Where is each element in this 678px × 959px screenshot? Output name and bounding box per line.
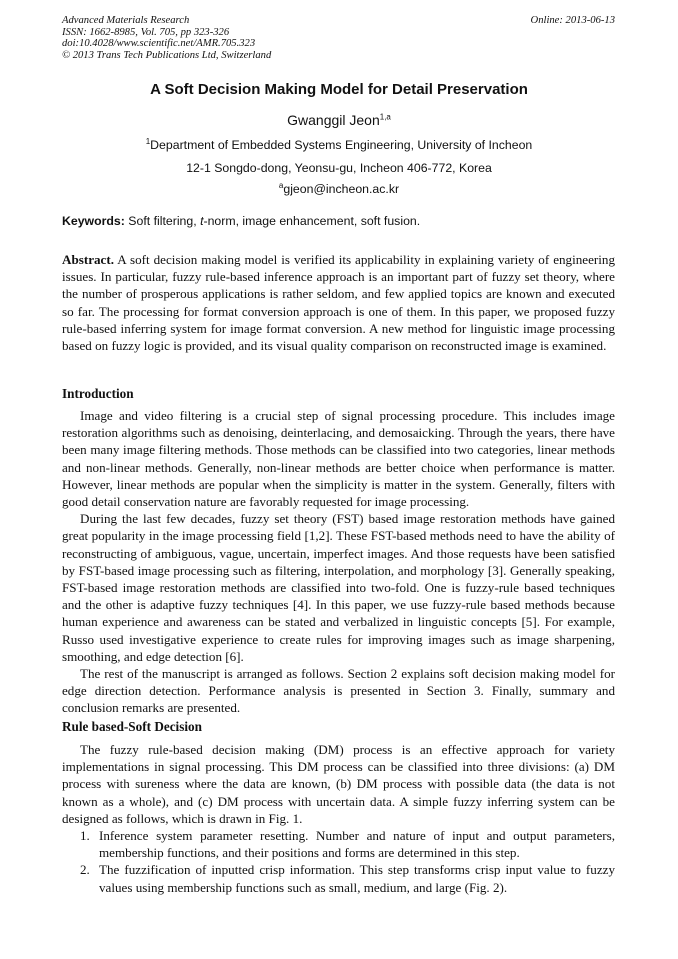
email-text: gjeon@incheon.ac.kr [283,182,400,196]
affiliation-address: 12-1 Songdo-dong, Yeonsu-gu, Incheon 406-772, Korea [186,161,492,175]
list-item [62,827,615,861]
paper-title: A Soft Decision Making Model for Detail Preservation [150,81,528,98]
journal-header [62,15,615,61]
copyright-line: © 2013 Trans Tech Publications Ltd, Switzerland [62,49,272,61]
intro-paragraph-1: Image and video filtering is a crucial step of signal processing procedure. This includes image restoration algorithms such as denoising, deinterlacing, and demosaicking. Through the years, there have been many image filtering methods. Those methods can be classified into two categories, linear methods and non-linear methods. Generally, non-linear methods are better choice when performance is matter. However, linear methods are popular when the simplicity is matter in the system. Generally, filters with good detail conservation nature are favorably requested for image processing. [62,408,615,510]
author-superscript: 1,a [379,112,391,122]
journal-name: Advanced Materials Research [62,15,190,26]
affiliation-department [0,138,678,152]
keywords-part1: Soft filtering, [124,214,201,228]
issn-line: ISSN: 1662-8985, Vol. 705, pp 323-326 [62,26,230,38]
author-line [0,112,678,128]
list-text: The fuzzification of inputted crisp information. This step transforms crisp input value to fuzzy values using membership functions such as small, medium, and large (Fig. 2). [99,862,615,895]
affiliation-email [0,182,678,196]
list-text: Inference system parameter resetting. Number and nature of input and output parameters, membership functions, and their positions and forms are determined in this step. [99,828,615,861]
rule-section-heading: Rule based-Soft Decision [62,719,202,734]
intro-paragraph-3: The rest of the manuscript is arranged as follows. Section 2 explains soft decision making model for edge direction detection. Performance analysis is presented in Section 3. Finally, summary and conclusion remarks are presented. [62,666,615,716]
abstract-label: Abstract. [62,252,114,267]
department-text: Department of Embedded Systems Engineering, University of Incheon [150,138,533,152]
abstract-text: A soft decision making model is verified its applicability in explaining variety of engineering issues. In particular, fuzzy rule-based inference approach is an important part of fuzzy set theory, where the number of prosperous applications is rather seldom, and few applied topics are known and executed so far. The processing for format conversion approach is one of them. In this paper, we proposed fuzzy rule-based inferring system for image format conversion. A new method for linguistic image processing based on fuzzy logic is provided, and its visual quality comparison on reconstructed image is examined. [62,252,615,354]
author-name: Gwanggil Jeon [287,112,380,128]
online-date: Online: 2013-06-13 [530,15,615,26]
introduction-heading: Introduction [62,386,134,401]
keywords-t: t [200,214,204,228]
list-number: 2. [80,862,90,878]
introduction-body [62,407,615,717]
steps-list [62,827,615,896]
rule-section-body [62,741,615,896]
email-superscript: a [278,180,284,190]
list-number: 1. [80,828,90,844]
list-item [62,861,615,895]
keywords-line [62,214,615,228]
affiliation-superscript: 1 [145,136,151,146]
keywords-part2: -norm, image enhancement, soft fusion. [203,214,421,228]
keywords-label: Keywords: [62,214,125,228]
doi-line: doi:10.4028/www.scientific.net/AMR.705.323 [62,38,256,50]
rule-paragraph: The fuzzy rule-based decision making (DM) process is an effective approach for variety implementations in signal processing. This DM process can be classified into three divisions: (a) DM process with sureness where the data are known, (b) DM process with possible data (the data is not known as a whole), and (c) DM process with uncertain data. A simple fuzzy inferring system can be designed as follows, which is drawn in Fig. 1. [62,742,615,826]
intro-paragraph-2: During the last few decades, fuzzy set theory (FST) based image restoration methods have gained great popularity in the image processing field [1,2]. These FST-based methods need to have the ability of reconstructing of ambiguous, vague, uncertain, imperfect images. And those requests have been satisfied by FST-based image processing such as filtering, interpolation, and morphology [3]. Generally speaking, FST-based image restoration methods are classified into two-fold. One is fuzzy-rule based techniques and the other is adaptive fuzzy techniques [4]. In this paper, we use fuzzy-rule based methods because human experience and awareness can be stated and verbalized in linguistic concepts [5]. For example, Russo used investigative experience to create rules for improving images such as image sharpening, smoothing, and edge detection [6]. [62,511,615,664]
abstract [62,251,615,354]
